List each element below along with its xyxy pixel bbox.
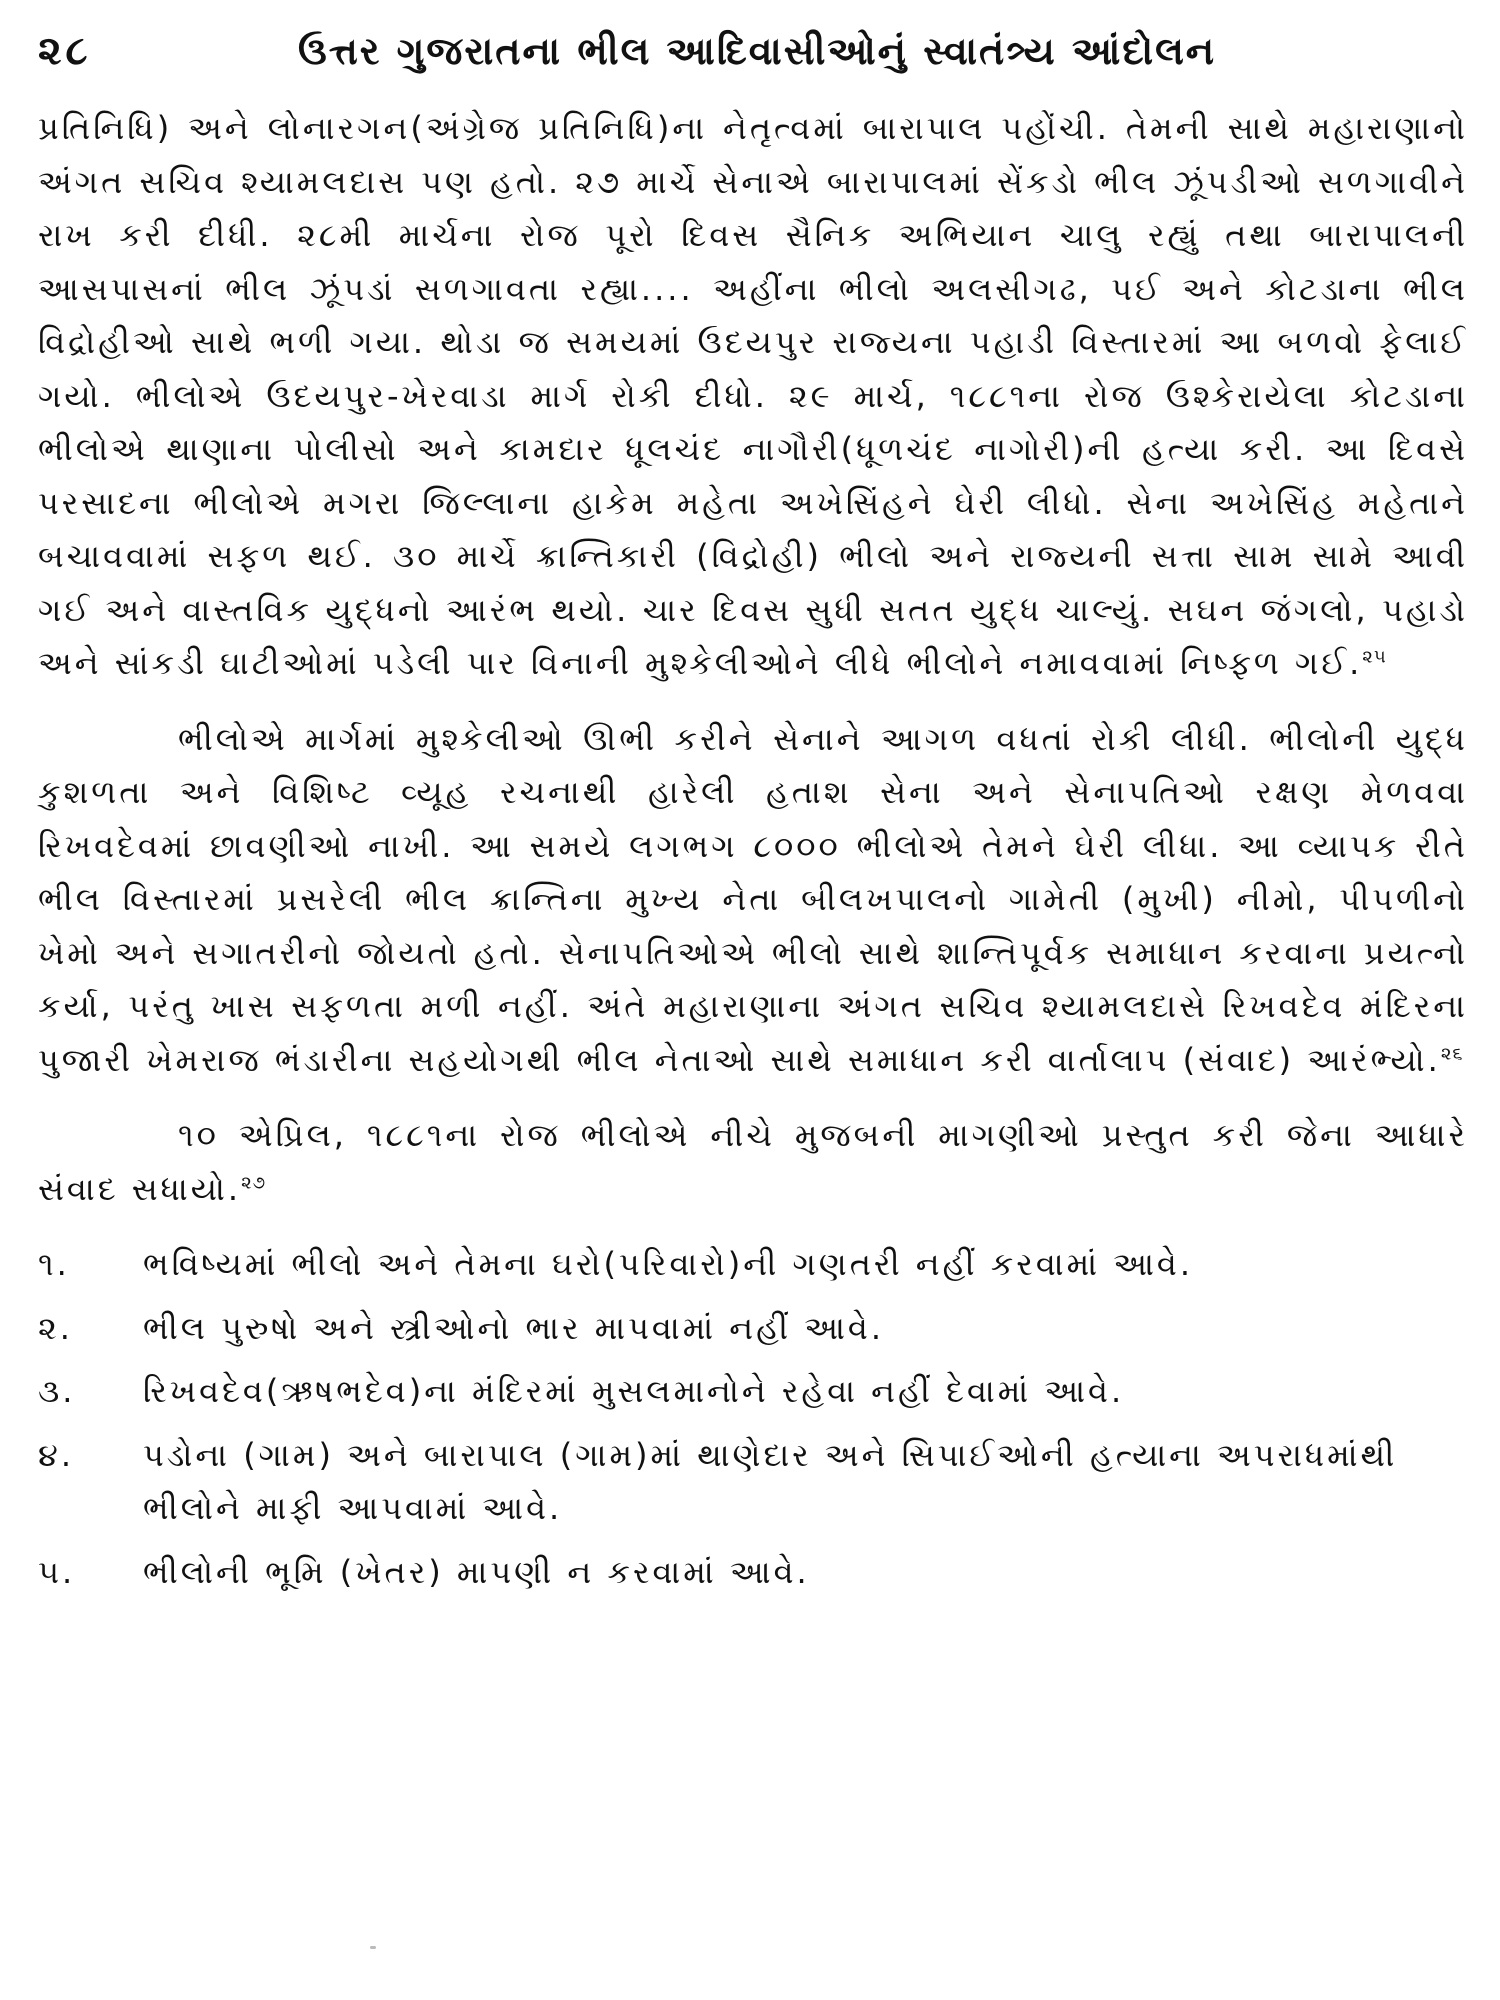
demand-item-1	[38, 1238, 1468, 1292]
running-header	[38, 28, 1468, 98]
demand-number: ૩.	[38, 1372, 76, 1410]
paragraph-1	[38, 102, 1468, 691]
demand-number: ૨.	[38, 1308, 73, 1347]
paragraph-1-text: પ્રતિનિધિ) અને લોનારગન(અંગ્રેજ પ્રતિનિધિ)ના નેતૃત્વમાં બારાપાલ પહોંચી. તેમની સાથે મહારાણાનો અંગત સચિવ શ્યામલદાસ પણ હતો. ૨૭ માર્ચે સેનાએ બારાપાલમાં સેંકડો ભીલ ઝૂંપડીઓ સળગાવીને રાખ કરી દીધી. ૨૮મી માર્ચના રોજ પૂરો દિવસ સૈનિક અભિયાન ચાલુ રહ્યું તથા બારાપાલની આસપાસનાં ભીલ ઝૂંપડાં સળગાવતા રહ્યા.... અહીંના ભીલો અલસીગઢ, પઈ અને કોટડાના ભીલ વિદ્રોહીઓ સાથે ભળી ગયા. થોડા જ સમયમાં ઉદયપુર રાજ્યના પહાડી વિસ્તારમાં આ બળવો ફેલાઈ ગયો. ભીલોએ ઉદયપુર-ખેરવાડા માર્ગ રોકી દીધો. ૨૯ માર્ચ, ૧૮૮૧ના રોજ ઉશ્કેરાયેલા કોટડાના ભીલોએ થાણાના પોલીસો અને કામદાર ધૂલચંદ નાગૌરી(ધૂળચંદ નાગોરી)ની હત્યા કરી. આ દિવસે પરસાદના ભીલોએ મગરા જિલ્લાના હાકેમ મહેતા અખેસિંહને ઘેરી લીધો. સેના અખેસિંહ મહેતાને બચાવવામાં સફળ થઈ. ૩૦ માર્ચે ક્રાન્તિકારી (વિદ્રોહી) ભીલો અને રાજ્યની સત્તા સામ સામે આવી ગઈ અને વાસ્તવિક યુદ્ધનો આરંભ થયો. ચાર દિવસ સુધી સતત યુદ્ધ ચાલ્યું. સઘન જંગલો, પહાડો અને સાંકડી ઘાટીઓમાં પડેલી પાર વિનાની મુશ્કેલીઓને લીધે ભીલોને નમાવવામાં નિષ્ફળ ગઈ.	[38, 109, 1468, 682]
demand-text: ભવિષ્યમાં ભીલો અને તેમના ઘરો(પરિવારો)ની ગણતરી નહીં કરવામાં આવે.	[143, 1245, 1194, 1283]
paragraph-3-text: ૧૦ એપ્રિલ, ૧૮૮૧ના રોજ ભીલોએ નીચે મુજબની માગણીઓ પ્રસ્તુત કરી જેના આધારે સંવાદ સધાયો.	[38, 1116, 1468, 1208]
demand-item-2	[38, 1302, 1468, 1356]
demand-item-3	[38, 1365, 1468, 1419]
demand-number: ૫.	[38, 1552, 76, 1591]
footnote-ref-26: ૨૬	[1440, 1042, 1464, 1064]
demand-number: ૪.	[38, 1435, 75, 1474]
footnote-ref-27: ૨૭	[241, 1171, 267, 1193]
demand-text: રિખવદેવ(ઋષભદેવ)ના મંદિરમાં મુસલમાનોને રહેવા નહીં દેવામાં આવે.	[143, 1372, 1125, 1410]
demand-item-5	[38, 1546, 1468, 1600]
demand-number: ૧.	[38, 1245, 70, 1283]
page-number: ૨૮	[38, 28, 92, 74]
demand-text: ભીલ પુરુષો અને સ્ત્રીઓનો ભાર માપવામાં નહીં આવે.	[143, 1308, 885, 1347]
body-text	[38, 102, 1468, 1599]
demand-item-4	[38, 1429, 1468, 1536]
paragraph-3	[38, 1109, 1468, 1216]
footnote-ref-25: ૨૫	[1362, 646, 1387, 668]
demand-text: ભીલોની ભૂમિ (ખેતર) માપણી ન કરવામાં આવે.	[143, 1552, 810, 1591]
demand-text: પડોના (ગામ) અને બારાપાલ (ગામ)માં થાણેદાર અને સિપાઈઓની હત્યાના અપરાધમાંથી ભીલોને માફી આપવામાં આવે.	[143, 1435, 1398, 1527]
book-title: ઉત્તર ગુજરાતના ભીલ આદિવાસીઓનું સ્વાતંત્ર્ય આંદોલન	[298, 29, 1217, 73]
paper-speck	[370, 1946, 376, 1949]
paragraph-2	[38, 713, 1468, 1088]
book-page	[38, 28, 1468, 1972]
demands-list	[38, 1238, 1468, 1599]
paragraph-2-text: ભીલોએ માર્ગમાં મુશ્કેલીઓ ઊભી કરીને સેનાને આગળ વધતાં રોકી લીધી. ભીલોની યુદ્ધ કુશળતા અને વિશિષ્ટ વ્યૂહ રચનાથી હારેલી હતાશ સેના અને સેનાપતિઓ રક્ષણ મેળવવા રિખવદેવમાં છાવણીઓ નાખી. આ સમયે લગભગ ૮૦૦૦ ભીલોએ તેમને ઘેરી લીધા. આ વ્યાપક રીતે ભીલ વિસ્તારમાં પ્રસરેલી ભીલ ક્રાન્તિના મુખ્ય નેતા બીલખપાલનો ગામેતી (મુખી) નીમો, પીપળીનો ખેમો અને સગાતરીનો જોયતો હતો. સેનાપતિઓએ ભીલો સાથે શાન્તિપૂર્વક સમાધાન કરવાના પ્રયત્નો કર્યા, પરંતુ ખાસ સફળતા મળી નહીં. અંતે મહારાણાના અંગત સચિવ શ્યામલદાસે રિખવદેવ મંદિરના પુજારી ખેમરાજ ભંડારીના સહયોગથી ભીલ નેતાઓ સાથે સમાધાન કરી વાર્તાલાપ (સંવાદ) આરંભ્યો.	[38, 719, 1468, 1079]
